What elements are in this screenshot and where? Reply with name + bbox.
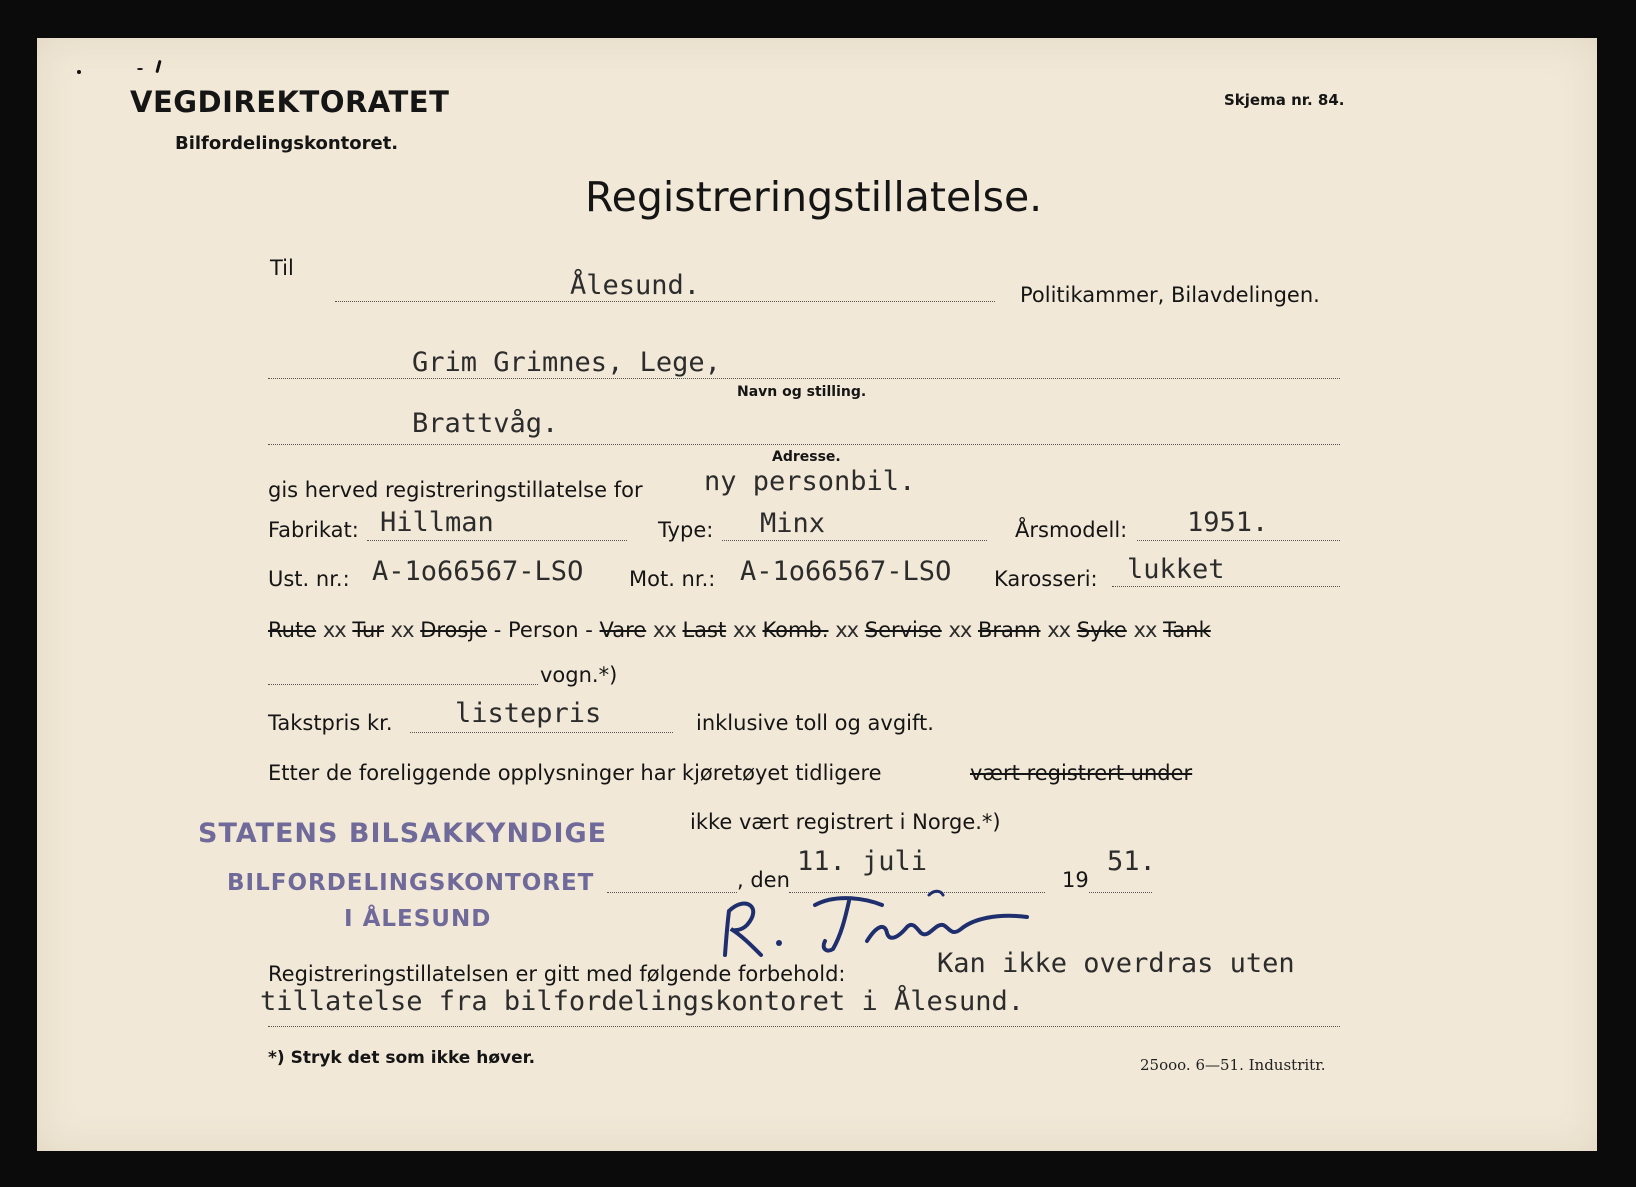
office-name: Bilfordelingskontoret.: [175, 133, 399, 154]
category-tank: Tank: [1163, 618, 1211, 642]
mot-value: A-1o66567-LSO: [740, 556, 952, 587]
conditions-value-2: tillatelse fra bilfordelingskontoret i Ålesund.: [260, 986, 1025, 1017]
grant-value: ny personbil.: [704, 466, 916, 497]
type-value: Minx: [760, 508, 826, 539]
mot-label: Mot. nr.:: [629, 567, 716, 591]
category-syke: Syke: [1076, 618, 1127, 642]
conditions-value-1: Kan ikke overdras uten: [937, 948, 1295, 979]
category-person: - Person -: [493, 618, 593, 642]
address-caption: Adresse.: [772, 449, 841, 465]
body-line: [1112, 586, 1340, 587]
form-title: Registreringstillatelse.: [585, 173, 1043, 221]
category-komb: Komb.: [762, 618, 829, 642]
ink-speck: [155, 60, 161, 73]
to-city-value: Ålesund.: [570, 270, 701, 301]
make-label: Fabrikat:: [268, 518, 359, 542]
address-line: [268, 444, 1340, 445]
type-label: Type:: [658, 518, 714, 542]
category-tur: Tur: [352, 618, 384, 642]
price-line: [410, 732, 673, 733]
price-label: Takstpris kr.: [268, 711, 393, 735]
recipient-name-value: Grim Grimnes, Lege,: [412, 347, 721, 378]
price-suffix: inklusive toll og avgift.: [696, 711, 934, 735]
history-line2: ikke vært registrert i Norge.*): [690, 810, 1001, 834]
form-paper: [37, 38, 1597, 1151]
make-value: Hillman: [380, 507, 494, 538]
ink-speck: [137, 68, 143, 70]
price-value: listepris: [455, 698, 602, 729]
ink-speck: [77, 70, 81, 74]
to-suffix: Politikammer, Bilavdelingen.: [1020, 283, 1320, 307]
grant-label: gis herved registreringstillatelse for: [268, 478, 643, 502]
conditions-line: [268, 1026, 1340, 1027]
date-century: 19: [1062, 868, 1089, 892]
history-struck: vært registrert under: [970, 761, 1193, 785]
name-line: [268, 378, 1340, 379]
date-year: 51.: [1107, 846, 1156, 877]
stamp-line-2: BILFORDELINGSKONTORET: [227, 870, 595, 896]
history-text: Etter de foreliggende opplysninger har kjøretøyet tidligere: [268, 761, 882, 785]
stamp-line-3: I ÅLESUND: [344, 906, 492, 932]
recipient-address-value: Brattvåg.: [412, 408, 559, 439]
to-label: Til: [270, 256, 294, 280]
date-den: , den: [737, 868, 790, 892]
body-value: lukket: [1127, 554, 1225, 585]
category-servise: Servise: [864, 618, 942, 642]
year-line: [1137, 540, 1340, 541]
category-drosje: Drosje: [420, 618, 488, 642]
ust-value: A-1o66567-LSO: [372, 556, 584, 587]
conditions-label: Registreringstillatelsen er gitt med følgende forbehold:: [268, 962, 846, 986]
ust-label: Ust. nr.:: [268, 567, 350, 591]
category-vare: Vare: [599, 618, 647, 642]
printer-note: 25ooo. 6—51. Industritr.: [1140, 1056, 1326, 1074]
year-short-line: [1089, 892, 1152, 893]
category-last: Last: [682, 618, 727, 642]
to-line: [335, 301, 995, 302]
date-value: 11. juli: [797, 846, 928, 877]
category-brann: Brann: [977, 618, 1041, 642]
category-rute: Rute: [268, 618, 317, 642]
type-line: [722, 540, 987, 541]
year-value: 1951.: [1187, 507, 1269, 538]
year-label: Årsmodell:: [1015, 518, 1128, 542]
category-row: Rute xx Tur xx Drosje - Person - Vare xx Last xx Komb. xx Servise xx Brann xx Syke xx Tank: [268, 618, 1211, 642]
name-caption: Navn og stilling.: [737, 384, 867, 400]
body-label: Karosseri:: [994, 567, 1098, 591]
make-line: [367, 540, 627, 541]
stamp-line-1: STATENS BILSAKKYNDIGE: [198, 818, 608, 849]
footer-note: *) Stryk det som ikke høver.: [268, 1048, 536, 1068]
form-number: Skjema nr. 84.: [1224, 91, 1345, 109]
vogn-label: vogn.*): [540, 663, 618, 687]
org-name: VEGDIREKTORATET: [130, 85, 450, 119]
vogn-line: [268, 684, 538, 685]
